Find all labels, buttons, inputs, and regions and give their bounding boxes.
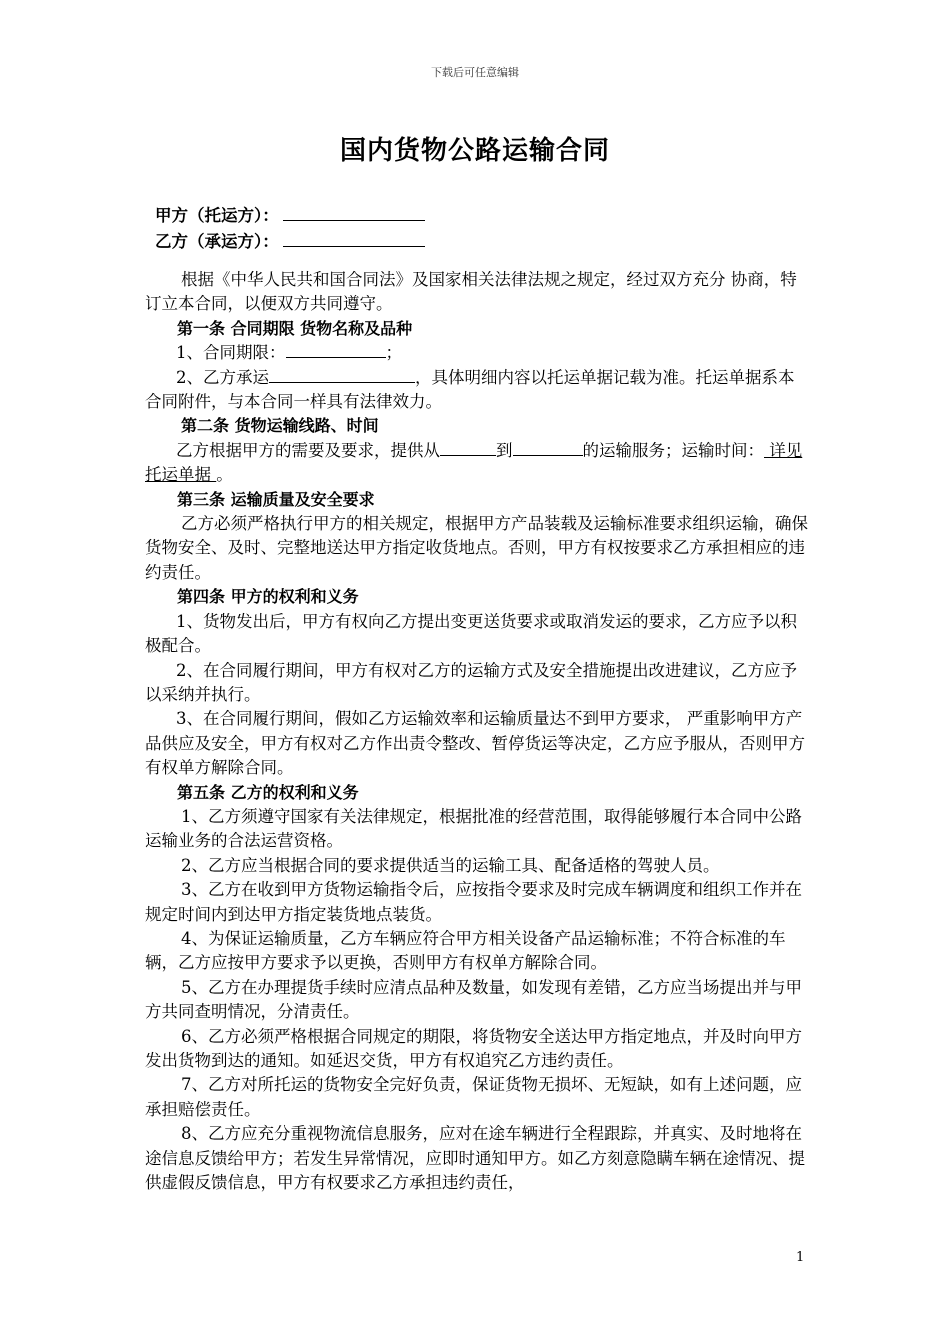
party-a-label: 甲方（托运方）： [155,206,279,225]
article-5-item: 7、乙方对所托运的货物安全完好负责，保证货物无损坏、无短缺，如有上述问题，应承担赔偿责任。 [145,1075,802,1119]
article-2-text-2: 到 [496,440,513,460]
article-4-item: 1、货物发出后，甲方有权向乙方提出变更送货要求或取消发运的要求，乙方应予以积极配合。 [145,611,797,656]
page-header-note: 下载后可任意编辑 [431,66,519,79]
cargo-blank [269,368,415,383]
party-b-line [155,228,425,252]
contract-body [145,268,810,1195]
article-4-heading: 第四条 甲方的权利和义务 [177,587,359,607]
article-3-heading: 第三条 运输质量及安全要求 [177,489,375,509]
document-title: 国内货物公路运输合同 [339,136,610,166]
article-1-item-1-end: ； [385,343,402,363]
article-5-item: 6、乙方必须严格根据合同规定的期限，将货物安全送达甲方指定地点，并及时向甲方发出货物到达的通知。如延迟交货，甲方有权追究乙方违约责任。 [145,1026,802,1070]
article-1-item-2-text: 2、乙方承运 [176,367,269,387]
contract-term-blank [286,343,386,358]
article-1-heading: 第一条 合同期限 货物名称及品种 [177,318,413,338]
page-number: 1 [796,1250,805,1265]
article-5-item: 8、乙方应充分重视物流信息服务，应对在途车辆进行全程跟踪，并真实、及时地将在途信息反馈给甲方；若发生异常情况，应即时通知甲方。如乙方刻意隐瞒车辆在途情况、提供虚假反馈信息，甲方有权要求乙方承担违约责任， [145,1124,805,1193]
article-3-paragraph: 乙方必须严格执行甲方的相关规定，根据甲方产品装载及运输标准要求组织运输，确保货物安全、及时、完整地送达甲方指定收货地点。否则，甲方有权按要求乙方承担相应的违约责任。 [145,514,808,582]
article-5-item: 3、乙方在收到甲方货物运输指令后，应按指令要求及时完成车辆调度和组织工作并在规定时间内到达甲方指定装货地点装货。 [145,880,802,924]
article-2-paragraph [145,439,810,488]
article-4-item: 3、在合同履行期间，假如乙方运输效率和运输质量达不到甲方要求， 严重影响甲方产品供应及安全，甲方有权对乙方作出责令整改、暂停货运等决定，乙方应予服从，否则甲方有权单方解除合同。 [145,709,805,778]
intro-paragraph: 根据《中华人民共和国合同法》及国家相关法律法规之规定，经过双方充分 协商，特订立本合同，以便双方共同遵守。 [145,270,797,314]
article-1-item-2 [145,366,810,415]
party-b-blank [283,232,425,247]
article-5-item: 2、乙方应当根据合同的要求提供适当的运输工具、配备适格的驾驶人员。 [181,855,720,875]
article-2-text-1: 乙方根据甲方的需要及要求，提供从 [176,440,440,460]
party-a-line [155,202,425,226]
article-5-item: 5、乙方在办理提货手续时应清点品种及数量，如发现有差错，乙方应当场提出并与甲方共同查明情况，分清责任。 [145,977,802,1022]
article-2-text-4: 。 [216,465,233,485]
party-b-label: 乙方（承运方）： [155,232,279,251]
destination-blank [513,441,583,456]
party-a-blank [283,206,425,221]
article-1-item-2-end: ，具体明细内容以托运单据记载为准。托运单据系本合同附件，与本合同一样具有法律效力。 [145,367,795,412]
article-1-item-1-text: 1、合同期限： [176,343,286,363]
article-2-text-3: 的运输服务；运输时间： [582,440,764,460]
article-4-item: 2、在合同履行期间，甲方有权对乙方的运输方式及安全措施提出改进建议，乙方应予以采纳并执行。 [145,660,797,704]
article-5-item: 4、为保证运输质量，乙方车辆应符合甲方相关设备产品运输标准；不符合标准的车辆，乙方应按甲方要求予以更换，否则甲方有权单方解除合同。 [145,928,786,973]
article-1-item-1 [145,341,810,365]
article-2-heading: 第二条 货物运输线路、时间 [181,416,379,436]
article-5-item: 1、乙方须遵守国家有关法律规定，根据批准的经营范围，取得能够履行本合同中公路运输业务的合法运营资格。 [145,806,802,851]
origin-blank [440,441,496,456]
article-2-detail: 详见托运单据 [145,440,803,485]
article-5-heading: 第五条 乙方的权利和义务 [177,782,359,802]
